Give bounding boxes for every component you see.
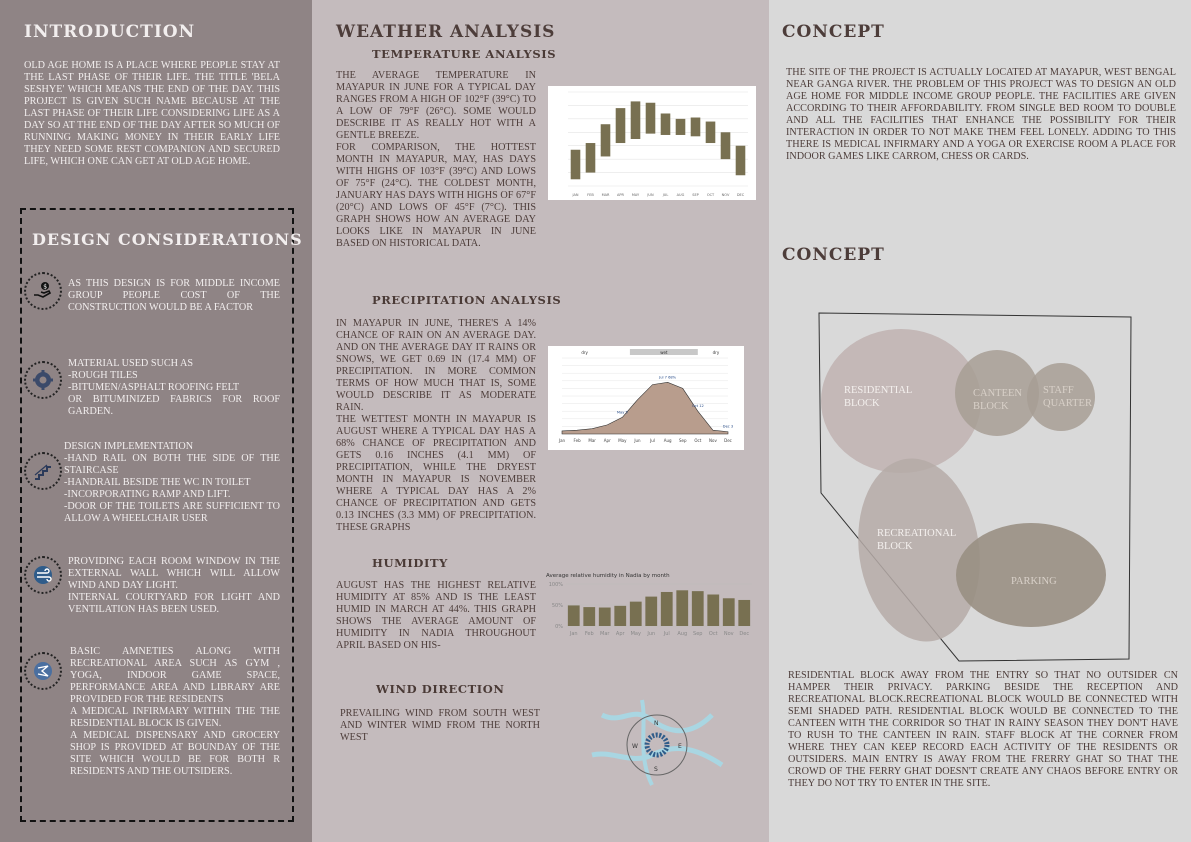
parking-label: PARKING — [1011, 576, 1057, 587]
humidity-x-tick-label: Aug — [677, 631, 688, 637]
precipitation-annotation: Oct 12 — [691, 404, 704, 409]
humidity-bar — [692, 591, 704, 626]
humidity-bar — [630, 602, 642, 626]
canteen-label: CANTEEN BLOCK — [973, 388, 1022, 412]
temperature-bar — [676, 119, 686, 135]
humidity-chart — [544, 570, 756, 640]
staff-label: STAFF QUARTER — [1043, 385, 1092, 409]
introduction-column — [0, 0, 312, 842]
humidity-x-tick-label: Nov — [723, 631, 734, 637]
concept-title-2: CONCEPT — [782, 245, 885, 265]
humidity-bar — [645, 597, 657, 626]
design-item-4: PROVIDING EACH ROOM WINDOW IN THE EXTERNAL WALL WHICH WILL ALLOW WIND AND DAY LIGHT. INTERNAL COURTYARD FOR LIGHT AND VENTILATION HAS BEEN USED. — [68, 556, 280, 615]
temperature-bar — [706, 122, 716, 143]
wind-body: PREVAILING WIND FROM SOUTH WEST AND WINTER WIMD FROM THE NORTH WEST — [340, 708, 540, 743]
concept-body-2: RESIDENTIAL BLOCK AWAY FROM THE ENTRY SO THAT NO OUTSIDER CN HAMPER THEIR PRIVACY. PARKING BESIDE THE RECEPTION AND RECREATIONAL BLOCK.RECREATIONAL BLOCK WOULD BE CONNECTED WITH SEMI SHADED PATH. RESIDENTIAL BLOCK WOULD BE CONNECTED TO THE CANTEEN WITH THE CORRIDOR SO THAT IN RAINY SEASON THEY DON'T HAVE TO RUSH TO THE CANTEEN IN RAIN. STAFF BLOCK AT THE CORNER FROM WHERE THEY CAN KEEP RECORD EACH ACTIVITY OF THE RESIDENTS OR OUTSIDERS. MAIN ENTRY IS AWAY FROM THE FRERRY GHAT SO THAT THE CROWD OF THE FERRY GHAT DOESN'T CREATE ANY CHAOS BEFORE ENTRY OR THEY DO NOT TRY TO ENTER IN THE SITE. — [788, 670, 1178, 789]
humidity-x-tick-label: Sep — [693, 631, 703, 637]
temperature-chart-svg — [548, 86, 756, 200]
svg-text:S: S — [654, 766, 658, 773]
svg-text:N: N — [654, 720, 659, 727]
parking-zone — [956, 523, 1106, 627]
wind-map — [582, 695, 732, 790]
temperature-tick-label: JAN — [572, 193, 579, 197]
humidity-chart-svg — [544, 570, 756, 640]
temperature-tick-label: FEB — [587, 193, 594, 197]
temperature-tick-label: MAR — [601, 193, 610, 197]
precipitation-tick-label: Oct — [694, 438, 702, 443]
temperature-tick-label: MAY — [631, 193, 640, 197]
temperature-tick-label: JUL — [662, 193, 669, 197]
precipitation-chart-svg — [548, 346, 744, 450]
concept-body-1: THE SITE OF THE PROJECT IS ACTUALLY LOCATED AT MAYAPUR, WEST BENGAL NEAR GANGA RIVER. THE PROBLEM OF THIS PROJECT WAS TO DESIGN AN OLD AGE HOME FOR MIDDLE INCOME GROUP PEOPLE. THE FACILITIES ARE GIVEN ACCORDING TO THEIR AFFORDABILITY. FROM SINGLE BED ROOM TO DOUBLE AND ALL THE FACILITIES THAT ENHANCE THE POSSIBILITY FOR THEIR INTERACTION IN ORDER TO NOT MAKE THEM FEEL LONELY. ADDING TO THIS THERE IS MEDICAL INFIRMARY AND A YOGA OR EXERCISE ROOM A PLACE FOR INDOOR GAMES LIKE CARROM, CHESS OR CARDS. — [786, 67, 1176, 162]
precipitation-tick-label: Aug — [663, 438, 672, 443]
weather-column — [312, 0, 769, 842]
humidity-chart-title: Average relative humidity in Nadia by month — [546, 573, 670, 579]
precipitation-tick-label: May — [618, 438, 627, 443]
zoning-diagram — [809, 305, 1149, 665]
precipitation-body: IN MAYAPUR IN JUNE, THERE'S A 14% CHANCE OF RAIN ON AN AVERAGE DAY. AND ON THE AVERAGE DAY IT RAINS OR SNOWS, WE GET 0.69 IN (17.4 MM) OF PRECIPITATION. IN MORE COMMON TERMS OF HOW MUCH THAT IS, SOME WOULD DESCRIBE IT AS MODERATE RAIN. THE WETTEST MONTH IN MAYAPUR IS AUGUST WHERE A TYPICAL DAY HAS A 68% CHANCE OF PRECIPITATION AND GETS 0.16 INCHES (4.1 MM) OF PRECIPITATION, WHILE THE DRYEST MONTH IN MAYAPUR IS NOVEMBER WHERE A TYPICAL DAY HAS A 2% CHANCE OF PRECIPITATION AND GETS 0.13 INCHES (3.3 MM) OF PRECIPITATION. THESE GRAPHS — [336, 318, 536, 533]
humidity-x-tick-label: Mar — [600, 631, 610, 637]
design-item-2: MATERIAL USED SUCH AS -ROUGH TILES -BITUMEN/ASPHALT ROOFING FELT OR BITUMINIZED FABRICS FOR ROOF GARDEN. — [68, 358, 280, 417]
design-item-5: BASIC AMNETIES ALONG WITH RECREATIONAL AREA SUCH AS GYM , YOGA, INDOOR GAME SPACE, PERFORMANCE AREA AND LIBRARY ARE PROVIDED FOR THE RESIDENTS A MEDICAL INFIRMARY WITHIN THE THE RESIDENTIAL BLOCK IS GIVEN. A MEDICAL DISPENSARY AND GROCERY SHOP IS PROVIDED AT BOUNDAY OF THE SITE WHICH WOULD BE FOR BOTH R RESIDENTS AND THE OUTSIDERS. — [70, 646, 280, 777]
design-item-3: DESIGN IMPLEMENTATION -HAND RAIL ON BOTH THE SIDE OF THE STAIRCASE -HANDRAIL BESIDE THE WC IN TOILET -INCORPORATING RAMP AND LIFT. -DOOR OF THE TOILETS ARE SUFFICIENT TO ALLOW A WHEELCHAIR USER — [64, 441, 280, 524]
residential-label: RESIDENTIAL BLOCK — [844, 385, 912, 409]
temperature-title: TEMPERATURE ANALYSIS — [372, 47, 557, 61]
humidity-x-tick-label: Feb — [584, 631, 594, 637]
intro-body: OLD AGE HOME IS A PLACE WHERE PEOPLE STAY AT THE LAST PHASE OF THEIR LIFE. THE TITLE 'BELA SESHYE' WHICH MEANS THE END OF THE DAY. THIS PROJECT IS GIVEN SUCH NAME BECAUSE AT THE LAST PHASE OF THEIR LIFE CONSIDERING LIFE AS A DAY SO AT THE END OF THE DAY AFTER SO MUCH OF RUNNING MAKING MONEY IN THEIR EARLY LIFE THEY NEED SOME REST COMPANION AND SECURED LIFE, WHICH ONE CAN GET AT OLD AGE HOME. — [24, 60, 280, 167]
precipitation-tick-label: Jan — [558, 438, 566, 443]
humidity-x-tick-label: Jan — [569, 631, 578, 637]
humidity-title: HUMIDITY — [372, 556, 448, 570]
temperature-tick-label: DEC — [736, 193, 745, 197]
temperature-tick-label: AUG — [676, 193, 685, 197]
precipitation-band-label: dry — [712, 350, 720, 355]
temperature-bar — [586, 143, 596, 173]
humidity-y-tick-label: 50% — [551, 603, 563, 609]
temperature-tick-label: JUN — [647, 193, 654, 197]
precipitation-tick-label: Jun — [634, 438, 641, 443]
svg-text:E: E — [678, 743, 682, 750]
humidity-bar — [676, 590, 688, 626]
temperature-bar — [661, 113, 671, 134]
temperature-bar — [631, 101, 641, 139]
recreational-label: RECREATIONAL BLOCK — [877, 528, 956, 552]
humidity-bar — [723, 598, 735, 626]
humidity-body: AUGUST HAS THE HIGHEST RELATIVE HUMIDITY AT 85% AND IS THE LEAST HUMID IN MARCH AT 44%. THIS GRAPH SHOWS THE AVERAGE AMOUNT OF HUMIDITY IN NADIA THROUGHOUT APRIL BASED ON HIS- — [336, 580, 536, 651]
precipitation-title: PRECIPITATION ANALYSIS — [372, 293, 562, 307]
temperature-bar — [571, 150, 581, 180]
humidity-x-tick-label: Apr — [615, 631, 625, 637]
humidity-bar — [738, 600, 750, 626]
precipitation-tick-label: Dec — [724, 438, 732, 443]
humidity-bar — [661, 592, 673, 626]
precipitation-annotation: Dec 3 — [722, 424, 734, 429]
humidity-x-tick-label: Jun — [647, 631, 656, 637]
humidity-bar — [707, 595, 719, 627]
humidity-bar — [568, 605, 580, 626]
temperature-bar — [646, 103, 656, 134]
precipitation-tick-label: Apr — [603, 438, 611, 443]
design-item-1: AS THIS DESIGN IS FOR MIDDLE INCOME GROUP PEOPLE COST OF THE CONSTRUCTION WOULD BE A FACTOR — [68, 278, 280, 313]
weather-title: WEATHER ANALYSIS — [336, 22, 556, 42]
temperature-bar — [721, 132, 731, 159]
wind-title: WIND DIRECTION — [376, 682, 505, 696]
humidity-y-tick-label: 0% — [555, 624, 563, 630]
precipitation-band-label: dry — [581, 350, 588, 355]
temperature-bar — [736, 146, 746, 176]
money-hand-icon — [24, 272, 62, 310]
precipitation-tick-label: Mar — [588, 438, 596, 443]
humidity-bar — [614, 606, 626, 626]
humidity-x-tick-label: Jul — [663, 631, 670, 637]
humidity-bar — [583, 607, 595, 626]
humidity-bar — [599, 608, 611, 626]
temperature-bar — [616, 108, 626, 143]
staircase-icon — [24, 452, 62, 490]
precipitation-band-label: wet — [660, 350, 668, 355]
amenity-icon — [24, 652, 62, 690]
temperature-bar — [601, 124, 611, 156]
precipitation-tick-label: Feb — [573, 438, 581, 443]
precipitation-tick-label: Nov — [709, 438, 717, 443]
humidity-y-tick-label: 100% — [548, 582, 563, 588]
temperature-tick-label: NOV — [721, 193, 730, 197]
temperature-tick-label: SEP — [692, 193, 699, 197]
temperature-bar — [691, 118, 701, 137]
precipitation-annotation: Jul 7 68% — [659, 375, 677, 380]
humidity-x-tick-label: May — [630, 631, 641, 637]
temperature-tick-label: OCT — [706, 193, 715, 197]
precipitation-chart — [548, 346, 744, 450]
precipitation-annotation: May 5 — [616, 410, 628, 415]
humidity-x-tick-label: Oct — [708, 631, 718, 637]
concept-title-1: CONCEPT — [782, 22, 885, 42]
precipitation-tick-label: Sep — [678, 438, 687, 443]
humidity-x-tick-label: Dec — [739, 631, 750, 637]
svg-text:$: $ — [43, 283, 48, 291]
temperature-tick-label: APR — [617, 193, 624, 197]
temperature-body: THE AVERAGE TEMPERATURE IN MAYAPUR IN JUNE FOR A TYPICAL DAY RANGES FROM A HIGH OF 102°F (39°C) TO A LOW OF 79°F (26°C). SOME WOULD DESCRIBE IT AS REALLY HOT WITH A GENTLE BREEZE. FOR COMPARISON, THE HOTTEST MONTH IN MAYAPUR, MAY, HAS DAYS WITH HIGHS OF 103°F (39°C) AND LOWS OF 75°F (24°C). THE COLDEST MONTH, JANUARY HAS DAYS WITH HIGHS OF 67°F (20°C) AND LOWS OF 45°F (7°C). THIS GRAPH SHOWS HOW AN AVERAGE DAY LOOKS LIKE IN MAYAPUR IN JUNE BASED ON HISTORICAL DATA. — [336, 70, 536, 249]
wind-icon — [24, 556, 62, 594]
material-gear-icon — [24, 361, 62, 399]
design-title: DESIGN CONSIDERATIONS — [32, 230, 303, 249]
precipitation-tick-label: Jul — [650, 438, 655, 443]
intro-title: INTRODUCTION — [24, 22, 196, 42]
temperature-chart — [548, 86, 756, 200]
svg-text:W: W — [632, 743, 638, 750]
concept-column — [769, 0, 1191, 842]
